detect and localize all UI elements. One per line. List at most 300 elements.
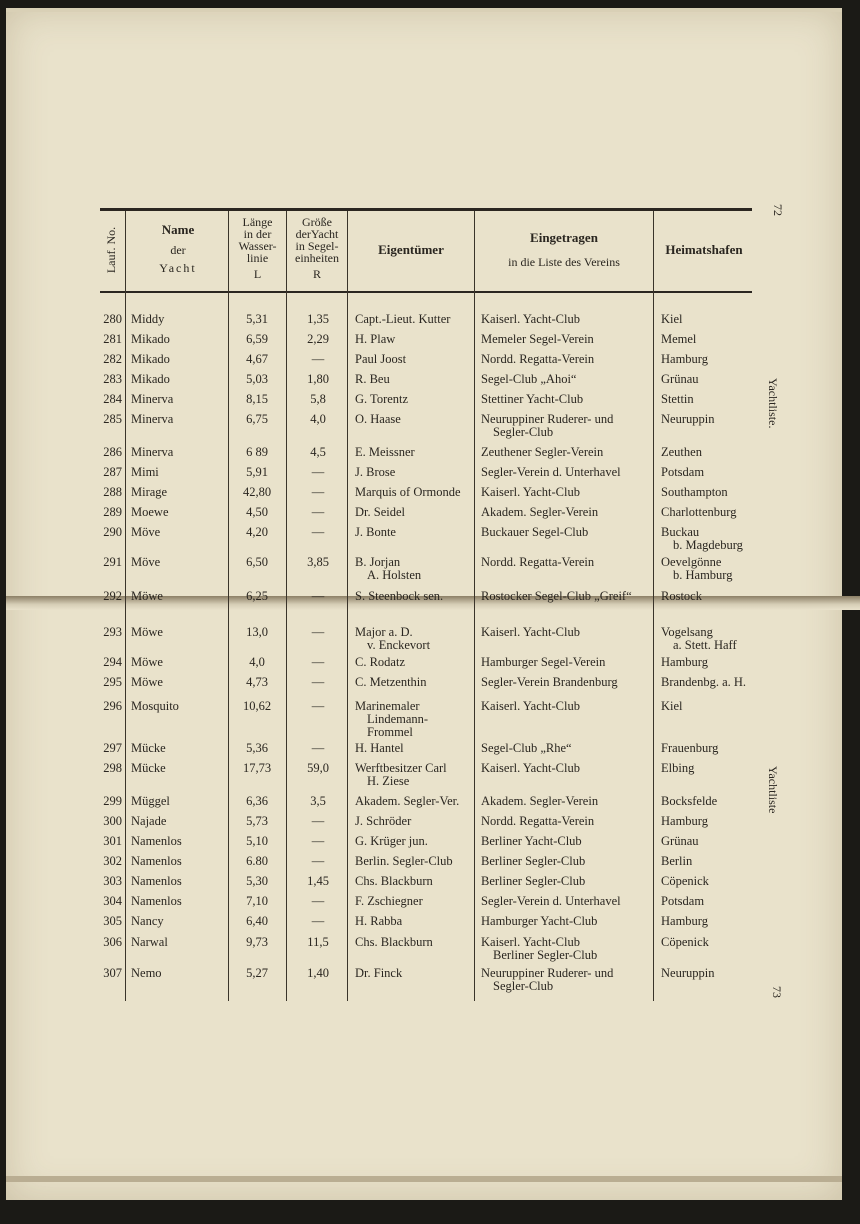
sail-units: — — [311, 675, 325, 689]
yacht-name-cell — [131, 676, 231, 689]
owner-cell — [355, 875, 475, 888]
yacht-name: Moewe — [131, 505, 169, 519]
yacht-name-cell — [131, 895, 231, 908]
header-size-line5: R — [312, 267, 321, 281]
registered-club-cell — [481, 700, 653, 713]
home-port-cell — [661, 526, 761, 552]
row-number: 289 — [103, 505, 122, 519]
registered-club: Zeuthener Segler-Verein — [481, 445, 604, 459]
yacht-name: Möwe — [131, 655, 163, 669]
registered-club-cell — [481, 353, 653, 366]
row-number-cell — [100, 967, 122, 980]
yacht-name: Mücke — [131, 761, 166, 775]
table-row — [0, 393, 860, 413]
row-number: 291 — [103, 555, 122, 569]
registered-club-cell — [481, 466, 653, 479]
home-port-cell — [661, 393, 761, 406]
waterline-length-cell — [232, 795, 282, 808]
yacht-name-cell — [131, 795, 231, 808]
header-size-line2: derYacht — [295, 227, 339, 241]
home-port: Hamburg — [661, 655, 708, 669]
owner: E. Meissner — [355, 445, 415, 459]
registered-club: Nordd. Regatta-Verein — [481, 352, 595, 366]
row-number-cell — [100, 700, 122, 713]
sail-units: 59,0 — [307, 761, 329, 775]
waterline-length: 4,73 — [246, 675, 268, 689]
registered-club: Memeler Segel-Verein — [481, 332, 594, 346]
header-size — [287, 216, 347, 280]
sail-units: — — [311, 814, 325, 828]
waterline-length-cell — [232, 373, 282, 386]
registered-club: Akadem. Segler-Verein — [481, 505, 599, 519]
yacht-name-cell — [131, 762, 231, 775]
running-title-top: Yachtliste. — [766, 378, 780, 429]
owner-cell — [355, 895, 475, 908]
table-row — [0, 895, 860, 915]
row-number: 298 — [103, 761, 122, 775]
sail-units: — — [311, 525, 325, 539]
owner-cell — [355, 915, 475, 928]
sail-units-cell — [290, 313, 346, 326]
registered-club-cell — [481, 895, 653, 908]
registered-club-cell — [481, 413, 653, 439]
home-port: Southampton — [661, 485, 728, 499]
yacht-name: Möve — [131, 525, 161, 539]
sail-units-cell — [290, 835, 346, 848]
yacht-name: Mimi — [131, 465, 159, 479]
header-length-line5: L — [253, 267, 262, 281]
waterline-length-cell — [232, 413, 282, 426]
registered-club-cell — [481, 506, 653, 519]
waterline-length: 6 89 — [246, 445, 268, 459]
header-length-line4: linie — [246, 251, 269, 265]
sail-units: — — [311, 894, 325, 908]
table-row — [0, 446, 860, 466]
owner: J. Bonte — [355, 525, 396, 539]
sail-units-cell — [290, 446, 346, 459]
home-port-cell — [661, 742, 761, 755]
sail-units: 5,8 — [310, 392, 326, 406]
home-port: Grünau — [661, 834, 699, 848]
sail-units: 3,5 — [310, 794, 326, 808]
owner: Werftbesitzer Carl — [355, 761, 447, 775]
owner-cell — [355, 656, 475, 669]
row-number-cell — [100, 656, 122, 669]
home-port-cell — [661, 333, 761, 346]
home-port-cell — [661, 466, 761, 479]
sail-units-cell — [290, 895, 346, 908]
waterline-length-cell — [232, 656, 282, 669]
header-name-line3: Yacht — [159, 261, 197, 275]
waterline-length-cell — [232, 700, 282, 713]
sail-units-cell — [290, 353, 346, 366]
waterline-length: 17,73 — [242, 761, 272, 775]
home-port: Charlottenburg — [661, 505, 737, 519]
row-number: 286 — [103, 445, 122, 459]
waterline-length: 6,50 — [246, 555, 268, 569]
home-port-cell — [661, 700, 761, 713]
yacht-name-cell — [131, 393, 231, 406]
sail-units: — — [311, 465, 325, 479]
home-port: Frauenburg — [661, 741, 719, 755]
registered-club-cell — [481, 656, 653, 669]
table-row — [0, 795, 860, 815]
waterline-length: 5,91 — [246, 465, 268, 479]
owner: Dr. Seidel — [355, 505, 405, 519]
sail-units-cell — [290, 762, 346, 775]
owner-cell — [355, 353, 475, 366]
sail-units-cell — [290, 626, 346, 639]
owner-cell — [355, 795, 475, 808]
registered-club-cell — [481, 835, 653, 848]
registered-club: Nordd. Regatta-Verein — [481, 814, 595, 828]
row-number-cell — [100, 895, 122, 908]
registered-club-cell — [481, 486, 653, 499]
registered-club: Rostocker Segel-Club „Greif“ — [481, 589, 632, 603]
waterline-length-cell — [232, 466, 282, 479]
owner-cell — [355, 700, 475, 739]
sail-units-cell — [290, 506, 346, 519]
row-number: 302 — [103, 854, 122, 868]
home-port: Hamburg — [661, 814, 708, 828]
home-port-cell — [661, 446, 761, 459]
sail-units-cell — [290, 590, 346, 603]
row-number: 282 — [103, 352, 122, 366]
row-number-cell — [100, 466, 122, 479]
row-number: 301 — [103, 834, 122, 848]
row-number: 284 — [103, 392, 122, 406]
header-size-line1: Größe — [302, 215, 332, 229]
row-number: 288 — [103, 485, 122, 499]
sail-units-cell — [290, 700, 346, 713]
table-row — [0, 656, 860, 676]
sail-units-cell — [290, 676, 346, 689]
owner-cell — [355, 556, 475, 582]
table-row — [0, 742, 860, 762]
waterline-length: 10,62 — [242, 699, 272, 713]
waterline-length: 5,03 — [246, 372, 268, 386]
registered-club-line2: Segler-Club — [493, 979, 554, 993]
owner-line2: A. Holsten — [367, 568, 422, 582]
owner: Akadem. Segler-Ver. — [355, 794, 460, 808]
home-port-cell — [661, 762, 761, 775]
waterline-length-cell — [232, 835, 282, 848]
yacht-name: Mikado — [131, 372, 170, 386]
owner-cell — [355, 466, 475, 479]
registered-club-cell — [481, 526, 653, 539]
home-port: Neuruppin — [661, 412, 715, 426]
owner-cell — [355, 313, 475, 326]
yacht-name-cell — [131, 353, 231, 366]
owner-cell — [355, 762, 475, 788]
header-length — [229, 216, 286, 280]
table-row — [0, 855, 860, 875]
yacht-name-cell — [131, 936, 231, 949]
owner-cell — [355, 373, 475, 386]
registered-club-cell — [481, 915, 653, 928]
home-port: Rostock — [661, 589, 702, 603]
row-number-cell — [100, 373, 122, 386]
row-number-cell — [100, 413, 122, 426]
sail-units-cell — [290, 413, 346, 426]
home-port-cell — [661, 590, 761, 603]
waterline-length-cell — [232, 333, 282, 346]
owner-cell — [355, 590, 475, 603]
sail-units: 11,5 — [307, 935, 329, 949]
home-port: Neuruppin — [661, 966, 715, 980]
registered-club-line2: Segler-Club — [493, 425, 554, 439]
registered-club: Akadem. Segler-Verein — [481, 794, 599, 808]
home-port-cell — [661, 835, 761, 848]
registered-club: Nordd. Regatta-Verein — [481, 555, 595, 569]
registered-club: Segler-Verein d. Unterhavel — [481, 894, 621, 908]
sail-units-cell — [290, 855, 346, 868]
registered-club: Segler-Verein d. Unterhavel — [481, 465, 621, 479]
home-port: Memel — [661, 332, 697, 346]
registered-club-cell — [481, 815, 653, 828]
registered-club: Segler-Verein Brandenburg — [481, 675, 618, 689]
row-number-cell — [100, 676, 122, 689]
sail-units: — — [311, 625, 325, 639]
home-port: Brandenbg. a. H. — [661, 675, 747, 689]
registered-club-cell — [481, 446, 653, 459]
yacht-name-cell — [131, 835, 231, 848]
table-row — [0, 875, 860, 895]
header-registered — [475, 232, 653, 268]
home-port-cell — [661, 353, 761, 366]
row-number-cell — [100, 762, 122, 775]
row-number-cell — [100, 506, 122, 519]
waterline-length: 4,20 — [246, 525, 268, 539]
home-port-cell — [661, 936, 761, 949]
table-row — [0, 915, 860, 935]
yacht-name: Möwe — [131, 625, 163, 639]
waterline-length: 6,59 — [246, 332, 268, 346]
table-row — [0, 412, 860, 439]
row-number-cell — [100, 526, 122, 539]
registered-club-cell — [481, 590, 653, 603]
waterline-length-cell — [232, 313, 282, 326]
yacht-name: Möve — [131, 555, 161, 569]
waterline-length: 7,10 — [246, 894, 268, 908]
owner-cell — [355, 855, 475, 868]
row-number: 306 — [103, 935, 122, 949]
header-length-line3: Wasser- — [238, 239, 277, 253]
owner-cell — [355, 835, 475, 848]
sail-units-cell — [290, 556, 346, 569]
yacht-name: Namenlos — [131, 894, 182, 908]
sail-units-cell — [290, 486, 346, 499]
table-row — [0, 590, 860, 610]
home-port: Kiel — [661, 312, 683, 326]
owner: F. Zschiegner — [355, 894, 423, 908]
table-row — [0, 373, 860, 393]
owner: C. Rodatz — [355, 655, 405, 669]
owner-cell — [355, 446, 475, 459]
sail-units-cell — [290, 967, 346, 980]
row-number-cell — [100, 333, 122, 346]
waterline-length-cell — [232, 875, 282, 888]
registered-club: Kaiserl. Yacht-Club — [481, 312, 580, 326]
yacht-name: Mücke — [131, 741, 166, 755]
waterline-length: 5,27 — [246, 966, 268, 980]
registered-club-cell — [481, 855, 653, 868]
row-number-cell — [100, 313, 122, 326]
registered-club-cell — [481, 742, 653, 755]
header-registered-line1: Eingetragen — [530, 230, 598, 245]
row-number-cell — [100, 835, 122, 848]
waterline-length-cell — [232, 967, 282, 980]
yacht-name-cell — [131, 413, 231, 426]
owner: H. Hantel — [355, 741, 404, 755]
home-port-line2: a. Stett. Haff — [673, 638, 737, 652]
home-port-cell — [661, 656, 761, 669]
yacht-name: Middy — [131, 312, 165, 326]
owner-cell — [355, 333, 475, 346]
header-owner: Eigentümer — [378, 242, 444, 257]
table-row — [0, 353, 860, 373]
yacht-name: Mikado — [131, 352, 170, 366]
sail-units: — — [311, 914, 325, 928]
row-number: 307 — [103, 966, 122, 980]
row-number: 287 — [103, 465, 122, 479]
header-bottom-rule — [100, 291, 752, 293]
owner: Marquis of Ormonde — [355, 485, 461, 499]
sail-units: 4,5 — [310, 445, 326, 459]
waterline-length-cell — [232, 855, 282, 868]
registered-club-cell — [481, 676, 653, 689]
row-number: 292 — [103, 589, 122, 603]
sail-units-cell — [290, 333, 346, 346]
row-number-cell — [100, 742, 122, 755]
table-row — [0, 555, 860, 582]
registered-club: Buckauer Segel-Club — [481, 525, 589, 539]
row-number: 297 — [103, 741, 122, 755]
table-row — [0, 625, 860, 652]
home-port-cell — [661, 795, 761, 808]
owner: C. Metzenthin — [355, 675, 427, 689]
waterline-length-cell — [232, 526, 282, 539]
waterline-length-cell — [232, 506, 282, 519]
yacht-name-cell — [131, 626, 231, 639]
registered-club-cell — [481, 333, 653, 346]
home-port: Hamburg — [661, 914, 708, 928]
yacht-name: Nancy — [131, 914, 164, 928]
table-row — [0, 835, 860, 855]
owner-cell — [355, 967, 475, 980]
sail-units: 1,45 — [307, 874, 329, 888]
table-row — [0, 525, 860, 552]
home-port-cell — [661, 486, 761, 499]
waterline-length-cell — [232, 556, 282, 569]
home-port: Elbing — [661, 761, 695, 775]
waterline-length-cell — [232, 590, 282, 603]
yacht-name-cell — [131, 915, 231, 928]
waterline-length-cell — [232, 486, 282, 499]
yacht-name-cell — [131, 333, 231, 346]
row-number-cell — [100, 795, 122, 808]
yacht-name: Minerva — [131, 392, 174, 406]
home-port-cell — [661, 915, 761, 928]
header-length-line2: in der — [243, 227, 272, 241]
waterline-length-cell — [232, 895, 282, 908]
registered-club-line2: Berliner Segler-Club — [493, 948, 598, 962]
sail-units-cell — [290, 936, 346, 949]
home-port: Vogelsang — [661, 625, 713, 639]
yacht-name-cell — [131, 590, 231, 603]
waterline-length-cell — [232, 762, 282, 775]
owner: Chs. Blackburn — [355, 874, 433, 888]
yacht-name: Namenlos — [131, 874, 182, 888]
waterline-length: 8,15 — [246, 392, 268, 406]
owner: J. Schröder — [355, 814, 412, 828]
waterline-length: 9,73 — [246, 935, 268, 949]
home-port: Stettin — [661, 392, 694, 406]
registered-club: Kaiserl. Yacht-Club — [481, 935, 580, 949]
yacht-name-cell — [131, 656, 231, 669]
waterline-length: 13,0 — [246, 625, 268, 639]
row-number-cell — [100, 936, 122, 949]
registered-club-cell — [481, 795, 653, 808]
header-size-line4: einheiten — [295, 251, 339, 265]
row-number: 293 — [103, 625, 122, 639]
registered-club-cell — [481, 875, 653, 888]
owner: H. Rabba — [355, 914, 403, 928]
yacht-name-cell — [131, 875, 231, 888]
header-registered-line2: in die Liste des Vereins — [508, 255, 620, 269]
home-port-cell — [661, 413, 761, 426]
yacht-name: Najade — [131, 814, 167, 828]
yacht-name-cell — [131, 967, 231, 980]
row-number: 305 — [103, 914, 122, 928]
yacht-name: Mikado — [131, 332, 170, 346]
owner: Marinemaler — [355, 699, 420, 713]
sail-units: 1,80 — [307, 372, 329, 386]
header-name — [130, 224, 226, 274]
owner: R. Beu — [355, 372, 390, 386]
table-row — [0, 699, 860, 739]
home-port: Hamburg — [661, 352, 708, 366]
owner-line3: Frommel — [367, 725, 413, 739]
row-number-cell — [100, 875, 122, 888]
table-row — [0, 506, 860, 526]
row-number: 295 — [103, 675, 122, 689]
header-size-line3: in Segel- — [295, 239, 339, 253]
home-port: Potsdam — [661, 894, 705, 908]
sail-units: — — [311, 854, 325, 868]
yacht-name-cell — [131, 466, 231, 479]
owner-cell — [355, 506, 475, 519]
home-port: Oevelgönne — [661, 555, 722, 569]
header-name-line1: Name — [161, 222, 195, 237]
sail-units: 1,40 — [307, 966, 329, 980]
waterline-length: 6,36 — [246, 794, 268, 808]
waterline-length: 4,0 — [249, 655, 265, 669]
registered-club-cell — [481, 936, 653, 962]
running-title-bottom: Yachtliste — [766, 766, 780, 814]
owner-cell — [355, 936, 475, 949]
registered-club-cell — [481, 393, 653, 406]
yacht-name-cell — [131, 855, 231, 868]
row-number: 304 — [103, 894, 122, 908]
sail-units-cell — [290, 393, 346, 406]
row-number-cell — [100, 915, 122, 928]
page-number-top: 72 — [771, 204, 785, 216]
sail-units: — — [311, 352, 325, 366]
waterline-length-cell — [232, 626, 282, 639]
row-number-cell — [100, 486, 122, 499]
yacht-name-cell — [131, 815, 231, 828]
